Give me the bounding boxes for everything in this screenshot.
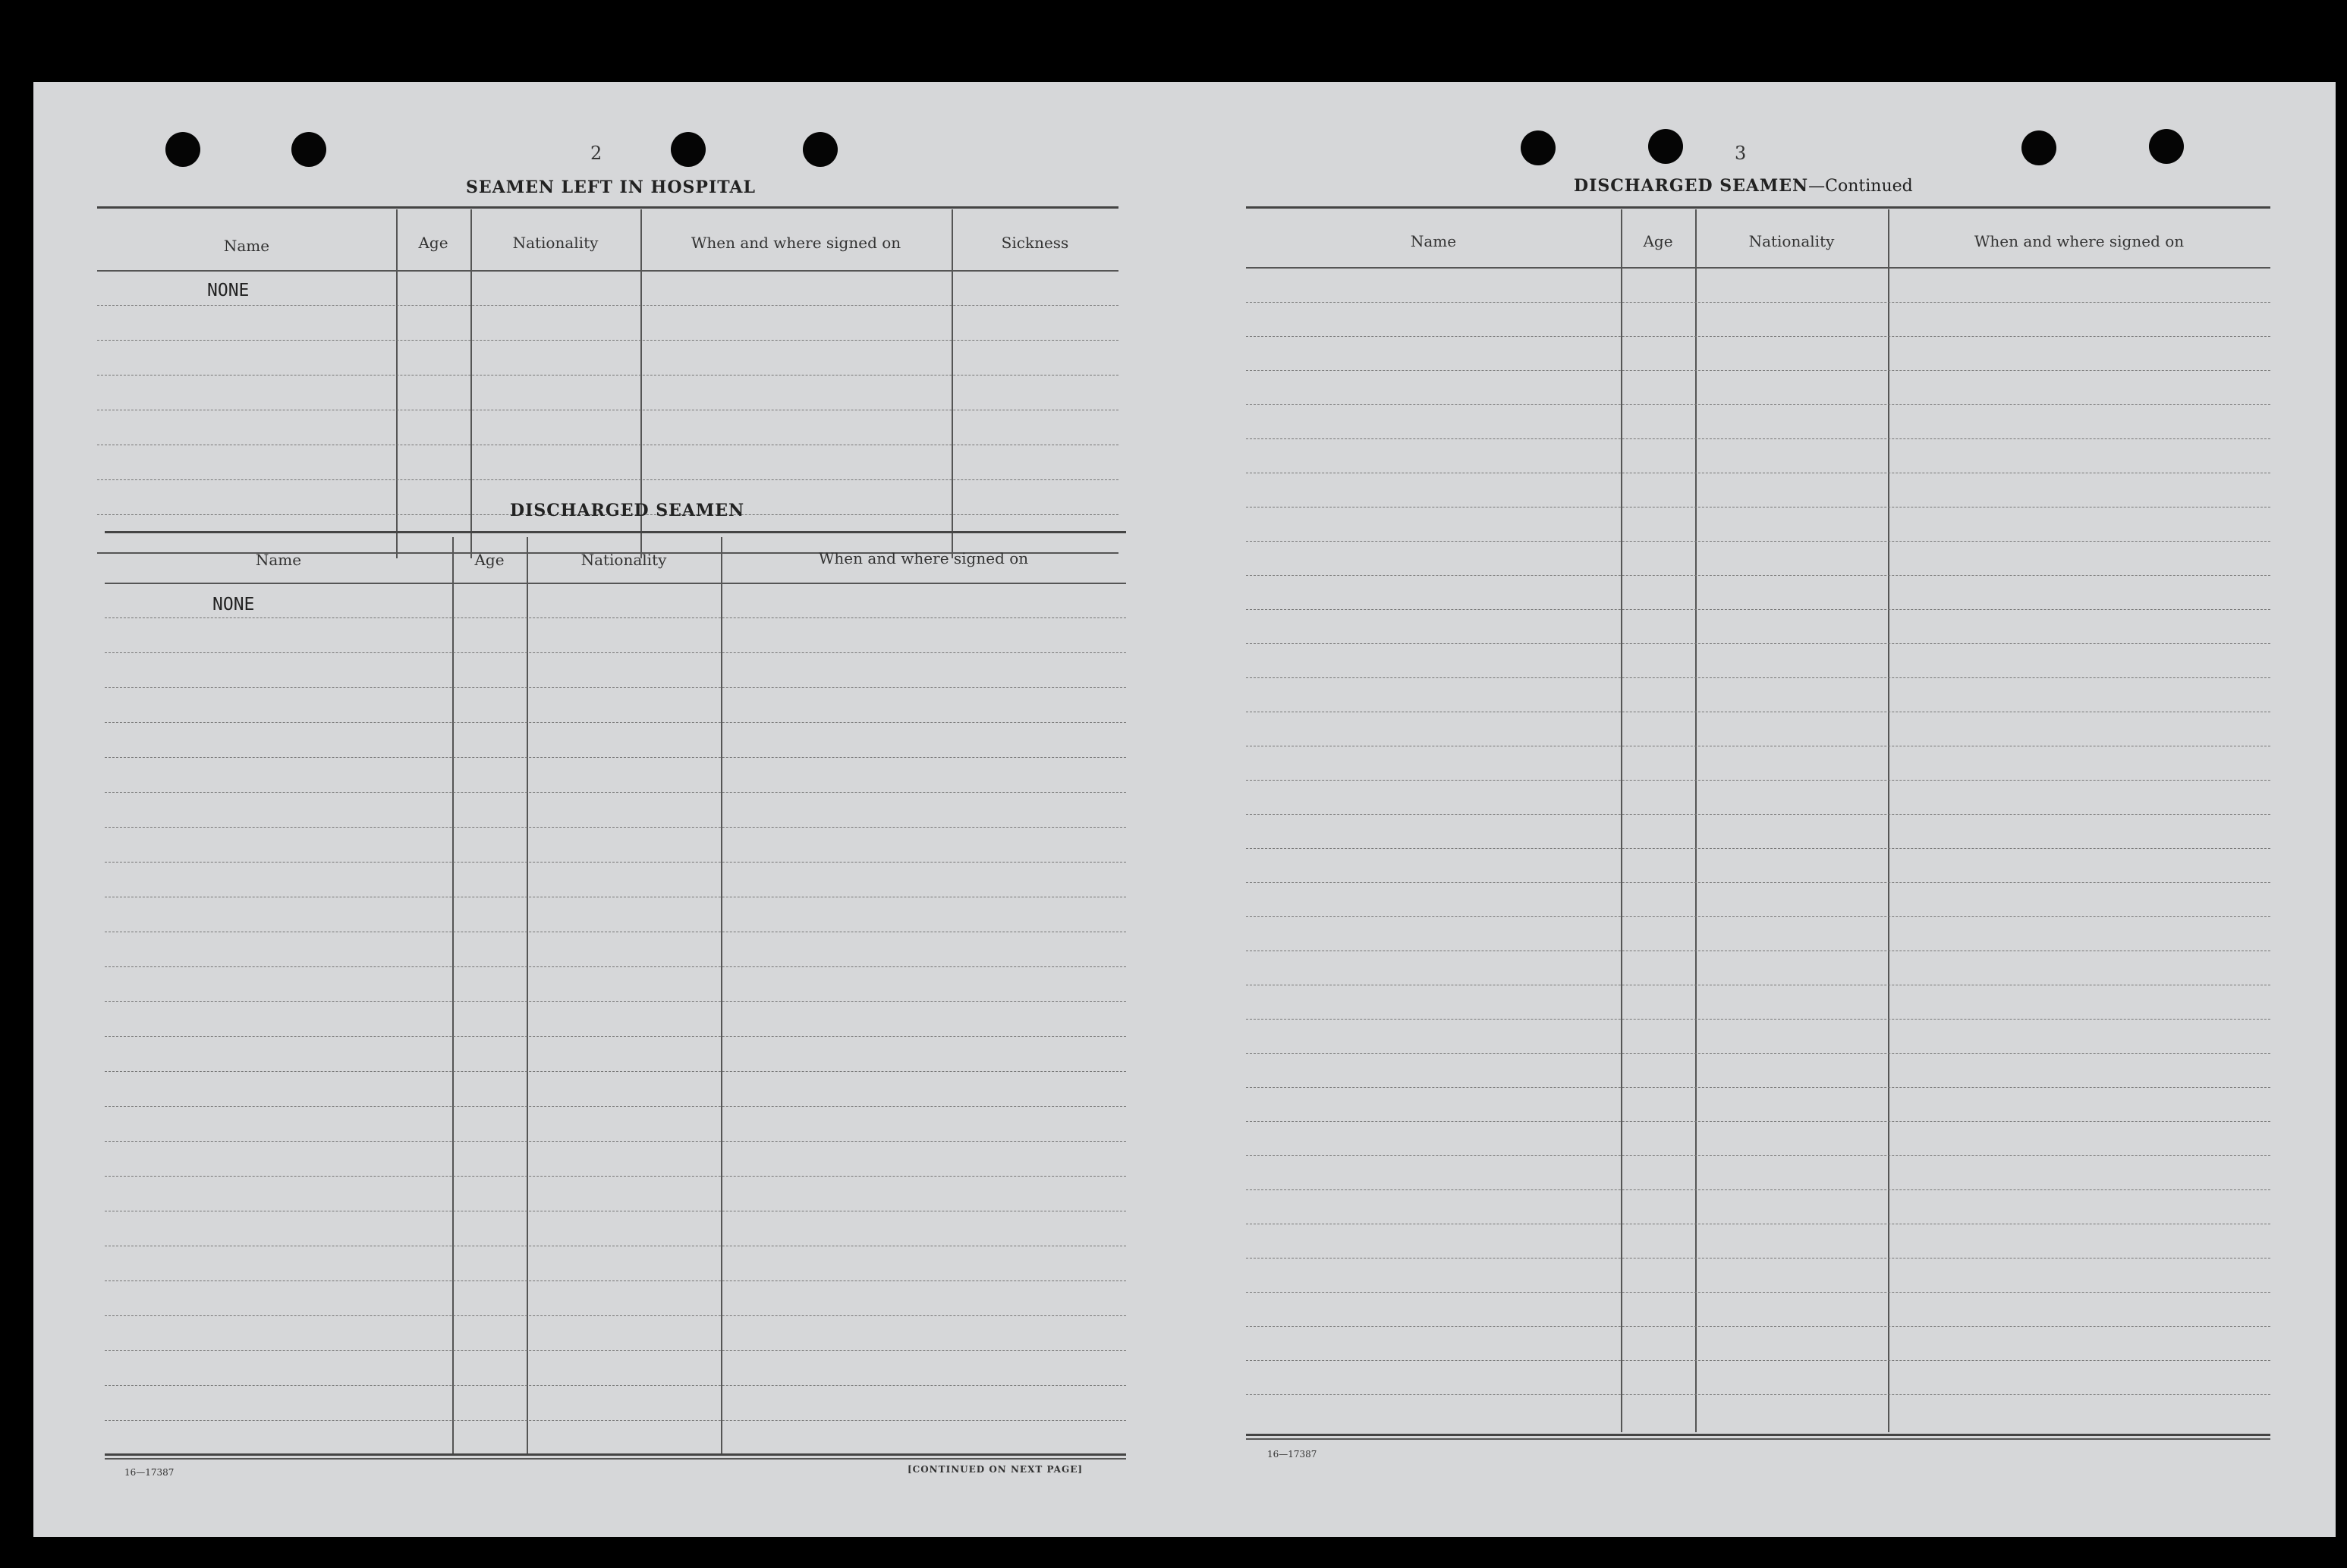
row-line <box>1246 438 2270 439</box>
left-page-bottom-rule <box>105 1453 1126 1456</box>
column-header-nationality: Nationality <box>512 234 599 252</box>
row-line <box>97 340 1118 341</box>
row-line <box>1246 780 2270 781</box>
form-number-left: 16—17387 <box>124 1467 175 1478</box>
row-line <box>1246 916 2270 917</box>
row-line <box>1246 609 2270 610</box>
column-divider <box>1695 209 1697 1432</box>
column-divider <box>1621 209 1622 1432</box>
right-page-bottom-rule <box>1246 1434 2270 1436</box>
hospital-entry-name: NONE <box>207 281 250 300</box>
row-line <box>1246 643 2270 644</box>
column-header-age: Age <box>474 551 505 569</box>
row-line <box>105 1106 1126 1107</box>
right-discharged-table <box>1246 209 2270 1446</box>
row-line <box>1246 1087 2270 1088</box>
row-line <box>105 722 1126 723</box>
page-number-right: 3 <box>1735 143 1747 164</box>
column-header-age: Age <box>1643 232 1673 250</box>
hospital-top-rule <box>97 206 1118 209</box>
row-line <box>105 827 1126 828</box>
punch-hole <box>2021 130 2056 165</box>
punch-hole <box>165 132 200 167</box>
row-line <box>1246 575 2270 576</box>
row-line <box>105 1176 1126 1177</box>
column-divider <box>452 537 454 1455</box>
right-page-bottom-rule-2 <box>1246 1438 2270 1440</box>
row-line <box>105 1315 1126 1316</box>
discharged-table <box>105 534 1126 1463</box>
row-line <box>1246 677 2270 678</box>
column-divider <box>721 537 722 1455</box>
row-line <box>105 687 1126 688</box>
column-header-age: Age <box>418 234 448 252</box>
row-line <box>1246 814 2270 815</box>
row-line <box>97 375 1118 376</box>
discharged-entry-name: NONE <box>212 595 255 614</box>
row-line <box>105 1071 1126 1072</box>
form-number-right: 16—17387 <box>1267 1449 1317 1460</box>
discharged-top-rule <box>105 531 1126 533</box>
row-line <box>105 1036 1126 1037</box>
column-header-sickness: Sickness <box>1001 234 1069 252</box>
continued-note: [CONTINUED ON NEXT PAGE] <box>908 1464 1084 1475</box>
column-header-nationality: Nationality <box>580 551 667 569</box>
row-line <box>1246 302 2270 303</box>
punch-hole <box>291 132 326 167</box>
document-paper <box>33 82 2336 1537</box>
row-line <box>1246 541 2270 542</box>
row-line <box>1246 1189 2270 1190</box>
row-line <box>1246 1326 2270 1327</box>
row-line <box>105 792 1126 793</box>
punch-hole <box>671 132 706 167</box>
column-divider <box>470 209 472 558</box>
column-divider <box>1888 209 1889 1432</box>
row-line <box>97 479 1118 480</box>
column-divider <box>952 209 953 558</box>
page-number-left: 2 <box>590 143 602 164</box>
column-divider <box>396 209 398 558</box>
discharged-section-title: DISCHARGED SEAMEN <box>510 501 745 520</box>
left-page-bottom-rule-2 <box>105 1458 1126 1460</box>
row-line <box>1246 882 2270 883</box>
row-line <box>97 305 1118 306</box>
column-header-name: Name <box>255 551 302 569</box>
row-line <box>1246 1155 2270 1156</box>
column-header-name: Name <box>223 237 270 255</box>
punch-hole <box>803 132 838 167</box>
column-header-signed-on: When and where signed on <box>818 549 1029 567</box>
right-top-rule <box>1246 206 2270 209</box>
row-line <box>1246 370 2270 371</box>
row-line <box>105 1141 1126 1142</box>
row-line <box>105 966 1126 967</box>
punch-hole <box>2149 129 2184 164</box>
row-line <box>1246 1292 2270 1293</box>
right-section-title <box>1574 176 1913 196</box>
row-line <box>1246 1053 2270 1054</box>
header-underline <box>1246 267 2270 269</box>
punch-hole <box>1521 130 1556 165</box>
column-header-signed-on: When and where signed on <box>1974 232 2185 250</box>
column-divider <box>527 537 528 1455</box>
header-underline <box>97 270 1118 272</box>
hospital-section-title: SEAMEN LEFT IN HOSPITAL <box>466 178 756 197</box>
row-line <box>105 757 1126 758</box>
row-line <box>105 1385 1126 1386</box>
row-line <box>1246 1360 2270 1361</box>
column-header-name: Name <box>1410 232 1457 250</box>
row-line <box>1246 848 2270 849</box>
row-line <box>105 1350 1126 1351</box>
row-line <box>105 1420 1126 1421</box>
row-line <box>105 862 1126 863</box>
row-line <box>1246 404 2270 405</box>
row-line <box>1246 1394 2270 1395</box>
header-underline <box>105 583 1126 584</box>
right-section-title-main: DISCHARGED SEAMEN <box>1574 176 1809 196</box>
row-line <box>105 1280 1126 1281</box>
punch-hole <box>1648 129 1683 164</box>
column-header-signed-on: When and where signed on <box>691 234 901 252</box>
row-line <box>105 652 1126 653</box>
right-section-title-suffix: —Continued <box>1808 177 1913 196</box>
row-line <box>105 617 1126 618</box>
row-line <box>1246 1121 2270 1122</box>
row-line <box>1246 336 2270 337</box>
row-line <box>105 1001 1126 1002</box>
column-header-nationality: Nationality <box>1748 232 1835 250</box>
row-line <box>1246 1019 2270 1020</box>
